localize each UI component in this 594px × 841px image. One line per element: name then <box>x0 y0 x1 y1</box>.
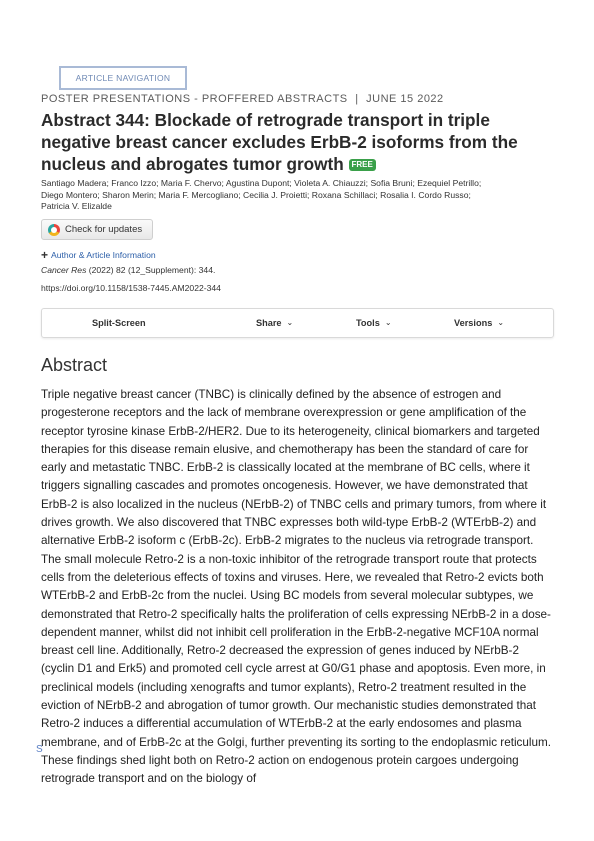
article-toolbar <box>41 308 554 338</box>
doi-link[interactable]: https://doi.org/10.1158/1538-7445.AM2022-344 <box>41 283 221 293</box>
abstract-text: Triple negative breast cancer (TNBC) is clinically defined by the absence of estrogen and progesterone receptors and the lack of membrane overexpression or gene amplification of the receptor tyrosine kinase ErbB-2/HER2. Due to its heterogeneity, clinical biomarkers and targeted therapies for this disease remain elusive, and chemotherapy has been the standard of care for early and metastatic TNBC. ErbB-2 is classically located at the membrane of BC cells, where it triggers signalling cascades and promotes oncogenesis. However, we have demonstrated that ErbB-2 is also localized in the nucleus (NErbB-2) of TNBC cells and primary tumors, from where it drives growth. We also discovered that TNBC expresses both wild-type ErbB-2 (WTErbB-2) and alternative ErbB-2 isoform c (ErbB-2c). ErbB-2 migrates to the nucleus via retrograde transport. The small molecule Retro-2 is a non-toxic inhibitor of the retrograde transport route that protects cells from the deleterious effects of toxins and viruses. Here, we revealed that Retro-2 evicts both WTErbB-2 and ErbB-2c from the nuclei. Using BC models from several molecular subtypes, we demonstrated that Retro-2 specifically halts the proliferation of cells expressing NErbB-2 in a dose-dependent manner, whilst did not inhibit cell proliferation in the ErbB-2-negative MCF10A normal breast cell line. Additionally, Retro-2 decreased the expression of genes induced by NErbB-2 (cyclin D1 and Erk5) and promoted cell cycle arrest at G0/G1 phase and apoptosis. Even more, in preclinical models (including xenografts and tumor explants), Retro-2 treatment resulted in the eviction of NErbB-2 and abrogation of tumor growth. Our mechanistic studies demonstrated that Retro-2 induces a differential accumulation of WTErbB-2 at the early endosomes and plasma membrane, and of ErbB-2c at the Golgi, further preventing its sorting to the endoplasmic reticulum. These findings shed light both on Retro-2 action on endogenous protein cargoes undergoing retrograde transport and on the biology of <box>41 388 551 786</box>
authors-line[interactable]: Santiago Madera; Franco Izzo; Maria F. Chervo; Agustina Dupont; Violeta A. Chiauzzi; Sofia Bruni; Ezequiel Petrillo; <box>41 178 482 188</box>
chevron-down-icon: ⌄ <box>384 317 392 327</box>
article-navigation-button[interactable]: ARTICLE NAVIGATION <box>59 66 187 90</box>
article-title-text: Abstract 344: Blockade of retrograde transport in triple negative breast cancer excludes ErbB-2 isoforms from the nucleus and abrogates tumor growth <box>41 110 518 174</box>
plus-icon: + <box>41 248 49 262</box>
meta-separator: | <box>355 93 359 105</box>
check-for-updates-label: Check for updates <box>65 224 143 235</box>
chevron-down-icon: ⌄ <box>497 317 505 327</box>
tools-label: Tools <box>356 318 380 328</box>
free-badge: FREE <box>349 159 376 171</box>
crossmark-icon <box>48 224 60 236</box>
author-list <box>41 178 541 213</box>
citation-details: (2022) 82 (12_Supplement): 344. <box>86 265 216 275</box>
side-widget-glyph[interactable]: S <box>36 744 43 755</box>
publication-date: JUNE 15 2022 <box>366 93 444 105</box>
author-article-info-link[interactable] <box>41 250 156 260</box>
share-label: Share <box>256 318 282 328</box>
versions-label: Versions <box>454 318 493 328</box>
author-info-label: Author & Article Information <box>51 250 156 260</box>
tools-dropdown[interactable] <box>356 318 392 328</box>
article-title <box>41 109 557 175</box>
section-label: POSTER PRESENTATIONS - PROFFERED ABSTRACTS <box>41 93 348 105</box>
split-screen-label: Split-Screen <box>92 318 146 328</box>
split-screen-button[interactable] <box>92 318 146 328</box>
citation <box>41 265 215 275</box>
authors-line[interactable]: Patricia V. Elizalde <box>41 201 112 211</box>
share-dropdown[interactable] <box>256 318 293 328</box>
authors-line[interactable]: Diego Montero; Sharon Merin; Maria F. Mercogliano; Cecilia J. Proietti; Roxana Schillaci; Rosalia I. Cordo Russo; <box>41 189 471 200</box>
abstract-heading: Abstract <box>41 355 108 375</box>
chevron-down-icon: ⌄ <box>286 317 294 327</box>
article-meta-line <box>41 93 444 105</box>
journal-name: Cancer Res <box>41 265 87 275</box>
check-for-updates-button[interactable] <box>41 219 153 240</box>
versions-dropdown[interactable] <box>454 318 504 328</box>
